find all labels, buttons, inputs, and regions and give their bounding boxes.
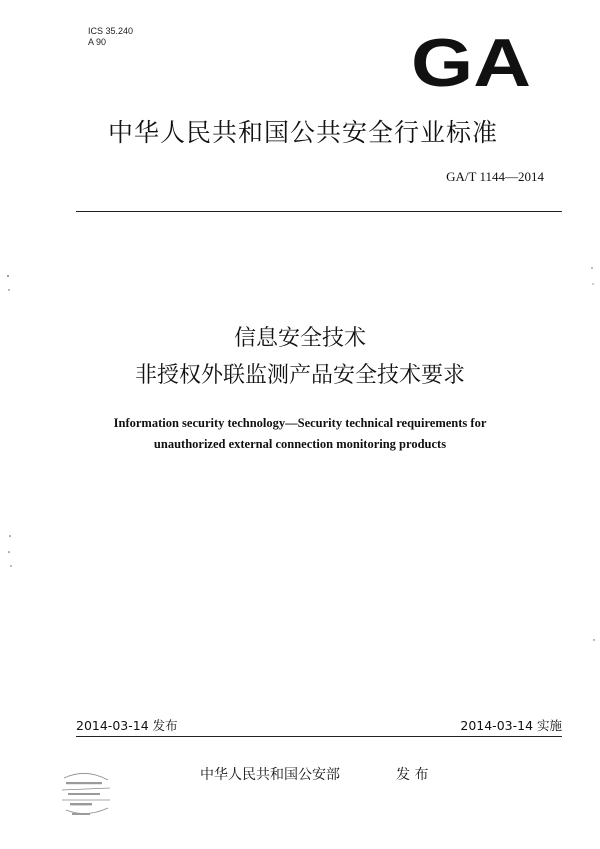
- classification-codes: [88, 26, 133, 48]
- standard-code: GA/T 1144—2014: [446, 169, 544, 184]
- date-line: [76, 716, 562, 734]
- implement-date: 2014-03-14 实施: [460, 718, 562, 733]
- ga-logo: [410, 32, 532, 90]
- publish-date: 2014-03-14 发布: [76, 718, 178, 733]
- footer-divider: [76, 736, 562, 737]
- english-title-line-2: unauthorized external connection monitoring products: [153, 437, 447, 451]
- ga-logo-text: GA: [411, 32, 531, 90]
- header-divider: [76, 211, 562, 212]
- title-line-1: 信息安全技术: [233, 326, 366, 351]
- english-title-line-1: Information security technology—Security technical requirements for: [113, 416, 487, 430]
- issue-action: 发 布: [396, 767, 429, 783]
- distribution-stamp: [58, 770, 114, 820]
- title-line-2: 非授权外联监测产品安全技术要求: [134, 363, 465, 388]
- ccs-code: A 90: [88, 37, 107, 47]
- english-title: [0, 413, 600, 455]
- standard-category-title: 中华人民共和国公共安全行业标准: [107, 118, 498, 147]
- issuing-organization: 中华人民共和国公安部: [200, 767, 340, 783]
- document-title: [0, 320, 600, 394]
- ics-code: ICS 35.240: [88, 26, 134, 36]
